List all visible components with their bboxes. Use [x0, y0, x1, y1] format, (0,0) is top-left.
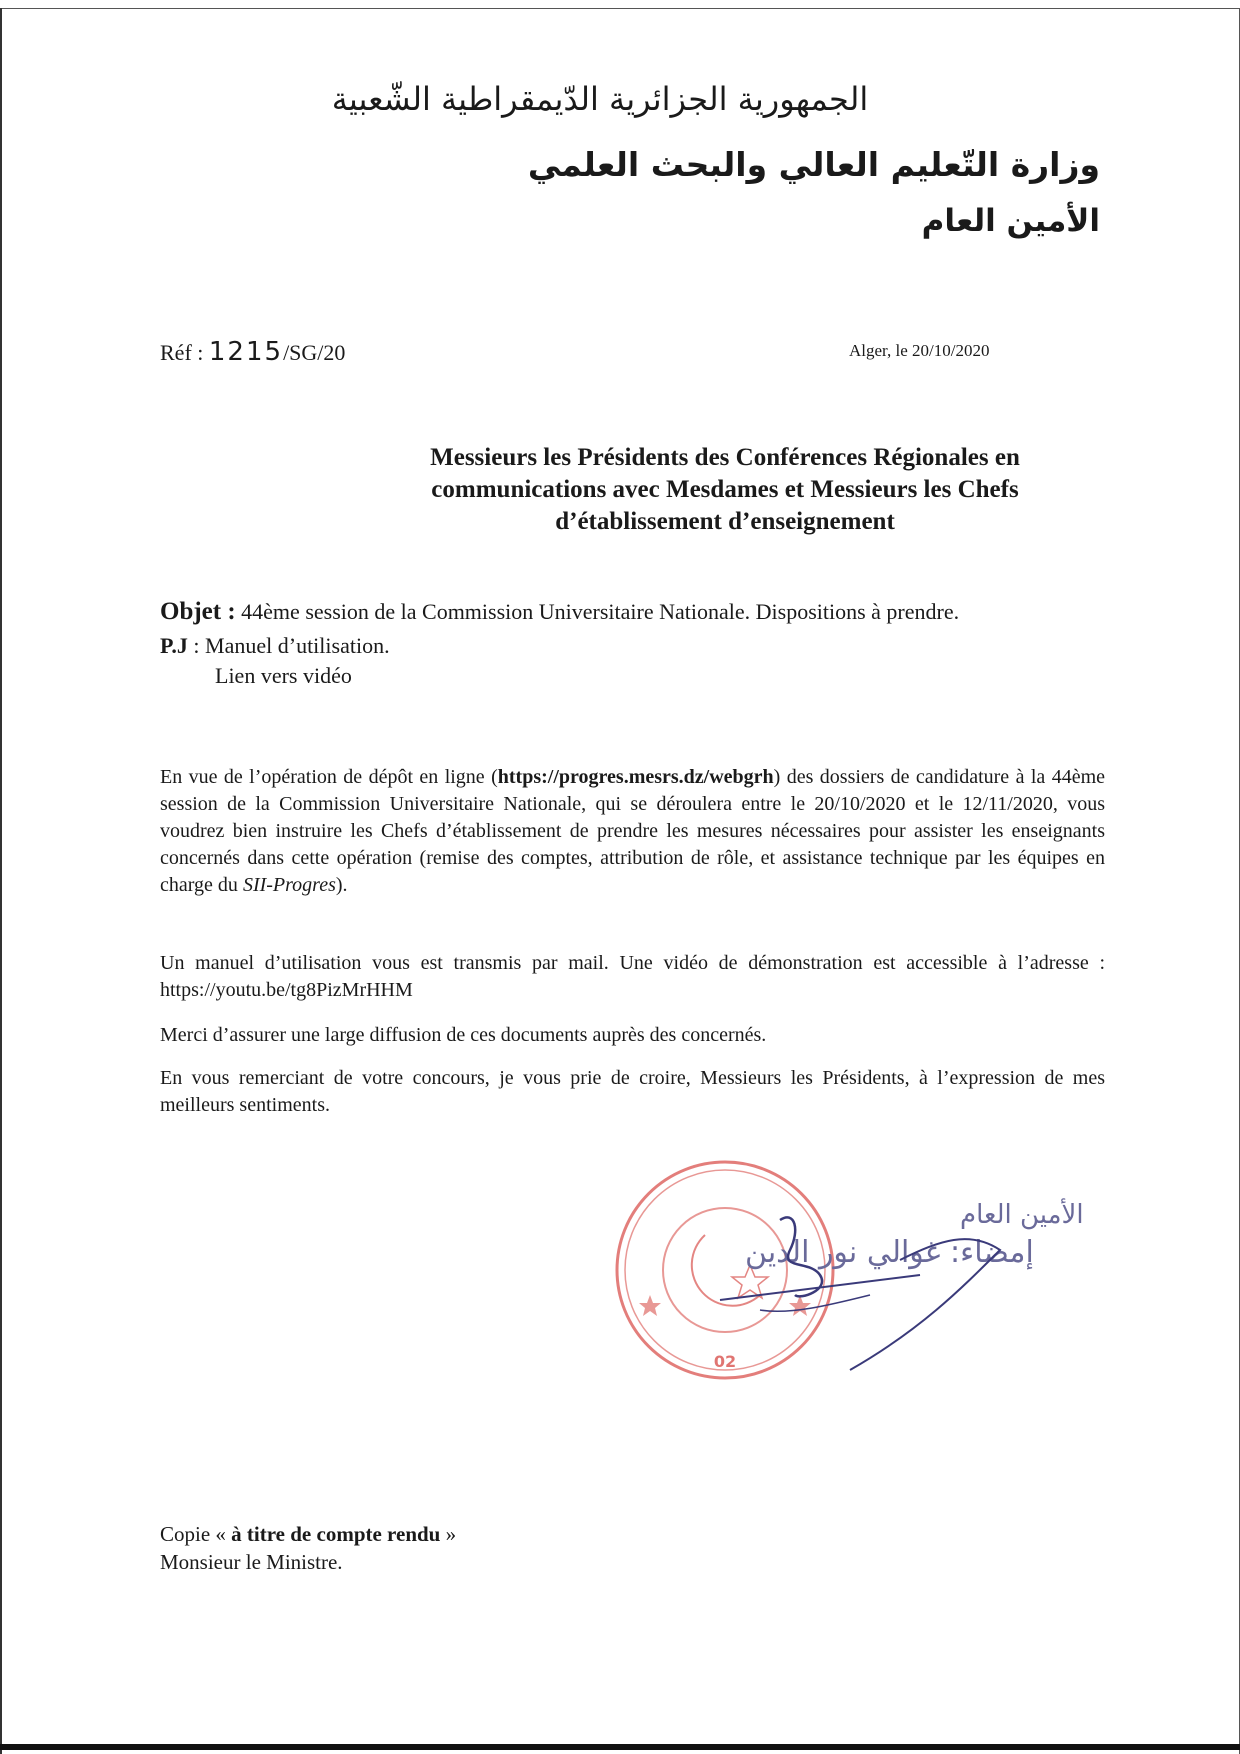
header-secretary-general: الأمين العام: [921, 203, 1100, 239]
addressee-line: Messieurs les Présidents des Conférences Régionales en: [430, 444, 1020, 471]
progres-link[interactable]: https://progres.mesrs.dz/webgrh: [497, 766, 774, 788]
copy-note: [160, 1520, 456, 1576]
body-paragraph: Un manuel d’utilisation vous est transmis par mail. Une vidéo de démonstration est accessible à l’adresse : https://youtu.be/tg8PizMrHHM: [160, 952, 1105, 1001]
attachment-item: Lien vers vidéo: [215, 663, 352, 688]
subject-label: Objet :: [160, 598, 236, 625]
signature-title: الأمين العام: [960, 1200, 1084, 1230]
scan-border-left: [0, 8, 2, 1754]
letter-date: Alger, le 20/10/2020: [849, 341, 990, 360]
stamp-number: 02: [713, 1352, 737, 1371]
attachment-item: : Manuel d’utilisation.: [187, 633, 390, 658]
body-paragraph: [160, 764, 1105, 899]
attachments-line: [160, 632, 390, 660]
scan-border-bottom: [0, 1744, 1240, 1750]
copy-prefix: Copie «: [160, 1522, 232, 1546]
scan-border-top: [0, 8, 1240, 9]
handwritten-signature: [700, 1190, 1040, 1390]
addressee-line: d’établissement d’enseignement: [555, 508, 895, 535]
reference-label: Réf :: [160, 340, 204, 365]
copy-line: [160, 1520, 456, 1548]
subject-text: 44ème session de la Commission Universitaire Nationale. Dispositions à prendre.: [235, 599, 960, 624]
attachments-label: P.J: [160, 633, 188, 658]
header-republic: الجمهورية الجزائرية الدّيمقراطية الشّعبية: [331, 80, 869, 118]
copy-purpose: à titre de compte rendu: [231, 1522, 441, 1546]
body-paragraph: Merci d’assurer une large diffusion de ces documents auprès des concernés.: [160, 1024, 767, 1046]
signature-name: إمضاء: غوالي نور الدين: [745, 1235, 1034, 1270]
reference-number: 1215: [208, 337, 284, 367]
reference: [160, 337, 345, 367]
addressee-block: [340, 442, 1110, 538]
subject-line: [160, 598, 959, 626]
system-name: SII-Progres: [242, 874, 336, 896]
body-paragraph: En vous remerciant de votre concours, je vous prie de croire, Messieurs les Présidents, à l’expression de mes meilleurs sentiments.: [160, 1067, 1105, 1116]
body-text: En vue de l’opération de dépôt en ligne (: [160, 766, 498, 788]
addressee-line: communications avec Mesdames et Messieurs les Chefs: [431, 476, 1019, 503]
copy-suffix: »: [440, 1522, 457, 1546]
copy-recipient: Monsieur le Ministre.: [160, 1550, 343, 1574]
body-text: ).: [335, 874, 348, 896]
body-text: ) des dossiers de candidature à la 44ème session de la Commission Universitaire Nationale, qui se déroulera entre le 20/10/2020 et le 12/11/2020, vous voudrez bien instruire les Chefs d’établissement de prendre les mesures nécessaires pour assister les enseignants concernés dans cette opération (remise des comptes, attribution de rôle, et assistance technique par les équipes en charge du: [160, 766, 1106, 896]
reference-suffix: /SG/20: [283, 340, 346, 365]
header-ministry: وزارة التّعليم العالي والبحث العلمي: [527, 145, 1100, 184]
